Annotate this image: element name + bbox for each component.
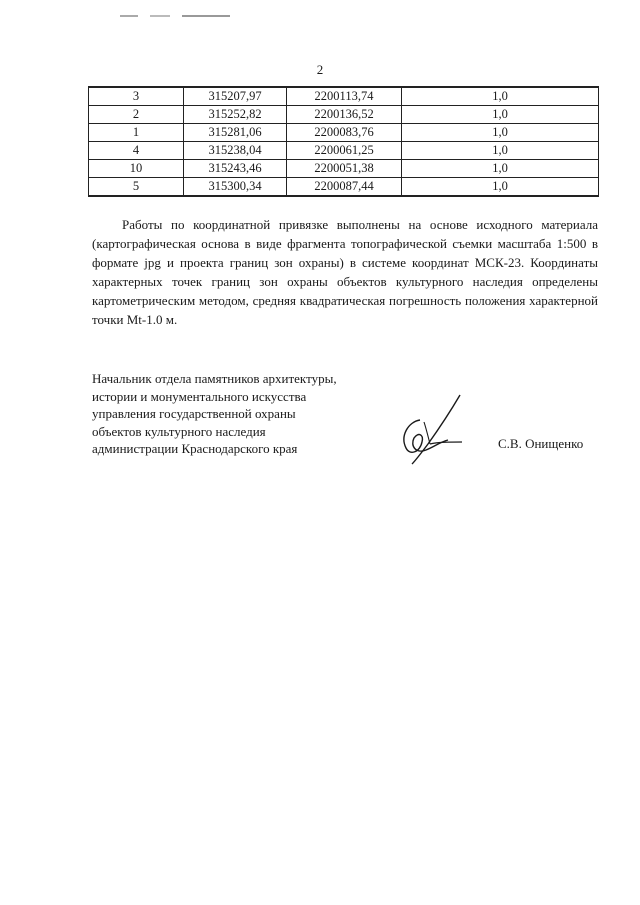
error-cell: 1,0 xyxy=(402,87,599,106)
signatory-title-line: объектов культурного наследия xyxy=(92,423,266,439)
x-coordinate-cell: 315207,97 xyxy=(184,87,287,106)
table-row xyxy=(89,160,599,178)
table-row xyxy=(89,106,599,124)
signatory-title-line: администрации Краснодарского края xyxy=(92,441,298,456)
signatory-title-line: истории и монументального искусства xyxy=(92,388,307,404)
point-number-cell: 2 xyxy=(89,106,184,124)
error-cell: 1,0 xyxy=(402,106,599,124)
paragraph-text: Работы по координатной привязке выполнены на основе исходного материала (картографическая основа в виде фрагмента топографической съемки масштаба 1:500 в формате jpg и проекта границ зон охраны) в системе координат МСК-23. Координаты характерных точек границ зон охраны объектов культурного наследия определены картометрическим методом, средняя квадратическая погрешность положения характерной точки Mt-1.0 м. xyxy=(92,217,598,327)
y-coordinate-cell: 2200061,25 xyxy=(287,142,402,160)
y-coordinate-cell: 2200051,38 xyxy=(287,160,402,178)
methodology-paragraph xyxy=(92,215,598,329)
error-cell: 1,0 xyxy=(402,124,599,142)
table-row xyxy=(89,124,599,142)
error-cell: 1,0 xyxy=(402,178,599,197)
signatory-title-block xyxy=(92,370,392,458)
table-row xyxy=(89,178,599,197)
x-coordinate-cell: 315238,04 xyxy=(184,142,287,160)
point-number-cell: 3 xyxy=(89,87,184,106)
signer-name: С.В. Онищенко xyxy=(498,436,584,451)
point-number-cell: 1 xyxy=(89,124,184,142)
x-coordinate-cell: 315281,06 xyxy=(184,124,287,142)
x-coordinate-cell: 315243,46 xyxy=(184,160,287,178)
y-coordinate-cell: 2200087,44 xyxy=(287,178,402,197)
y-coordinate-cell: 2200136,52 xyxy=(287,106,402,124)
signatory-title-line: Начальник отдела памятников архитектуры, xyxy=(92,371,337,386)
handwritten-signature xyxy=(390,392,470,467)
point-number-cell: 5 xyxy=(89,178,184,197)
table-row xyxy=(89,142,599,160)
x-coordinate-cell: 315300,34 xyxy=(184,178,287,197)
table-row xyxy=(89,87,599,106)
point-number-cell: 10 xyxy=(89,160,184,178)
signatory-title-line: управления государственной охраны xyxy=(92,406,296,421)
point-number-cell: 4 xyxy=(89,142,184,160)
scan-artifact-marks xyxy=(120,14,230,18)
coordinates-table xyxy=(88,86,599,197)
error-cell: 1,0 xyxy=(402,160,599,178)
y-coordinate-cell: 2200113,74 xyxy=(287,87,402,106)
x-coordinate-cell: 315252,82 xyxy=(184,106,287,124)
y-coordinate-cell: 2200083,76 xyxy=(287,124,402,142)
error-cell: 1,0 xyxy=(402,142,599,160)
page-number: 2 xyxy=(316,62,324,77)
